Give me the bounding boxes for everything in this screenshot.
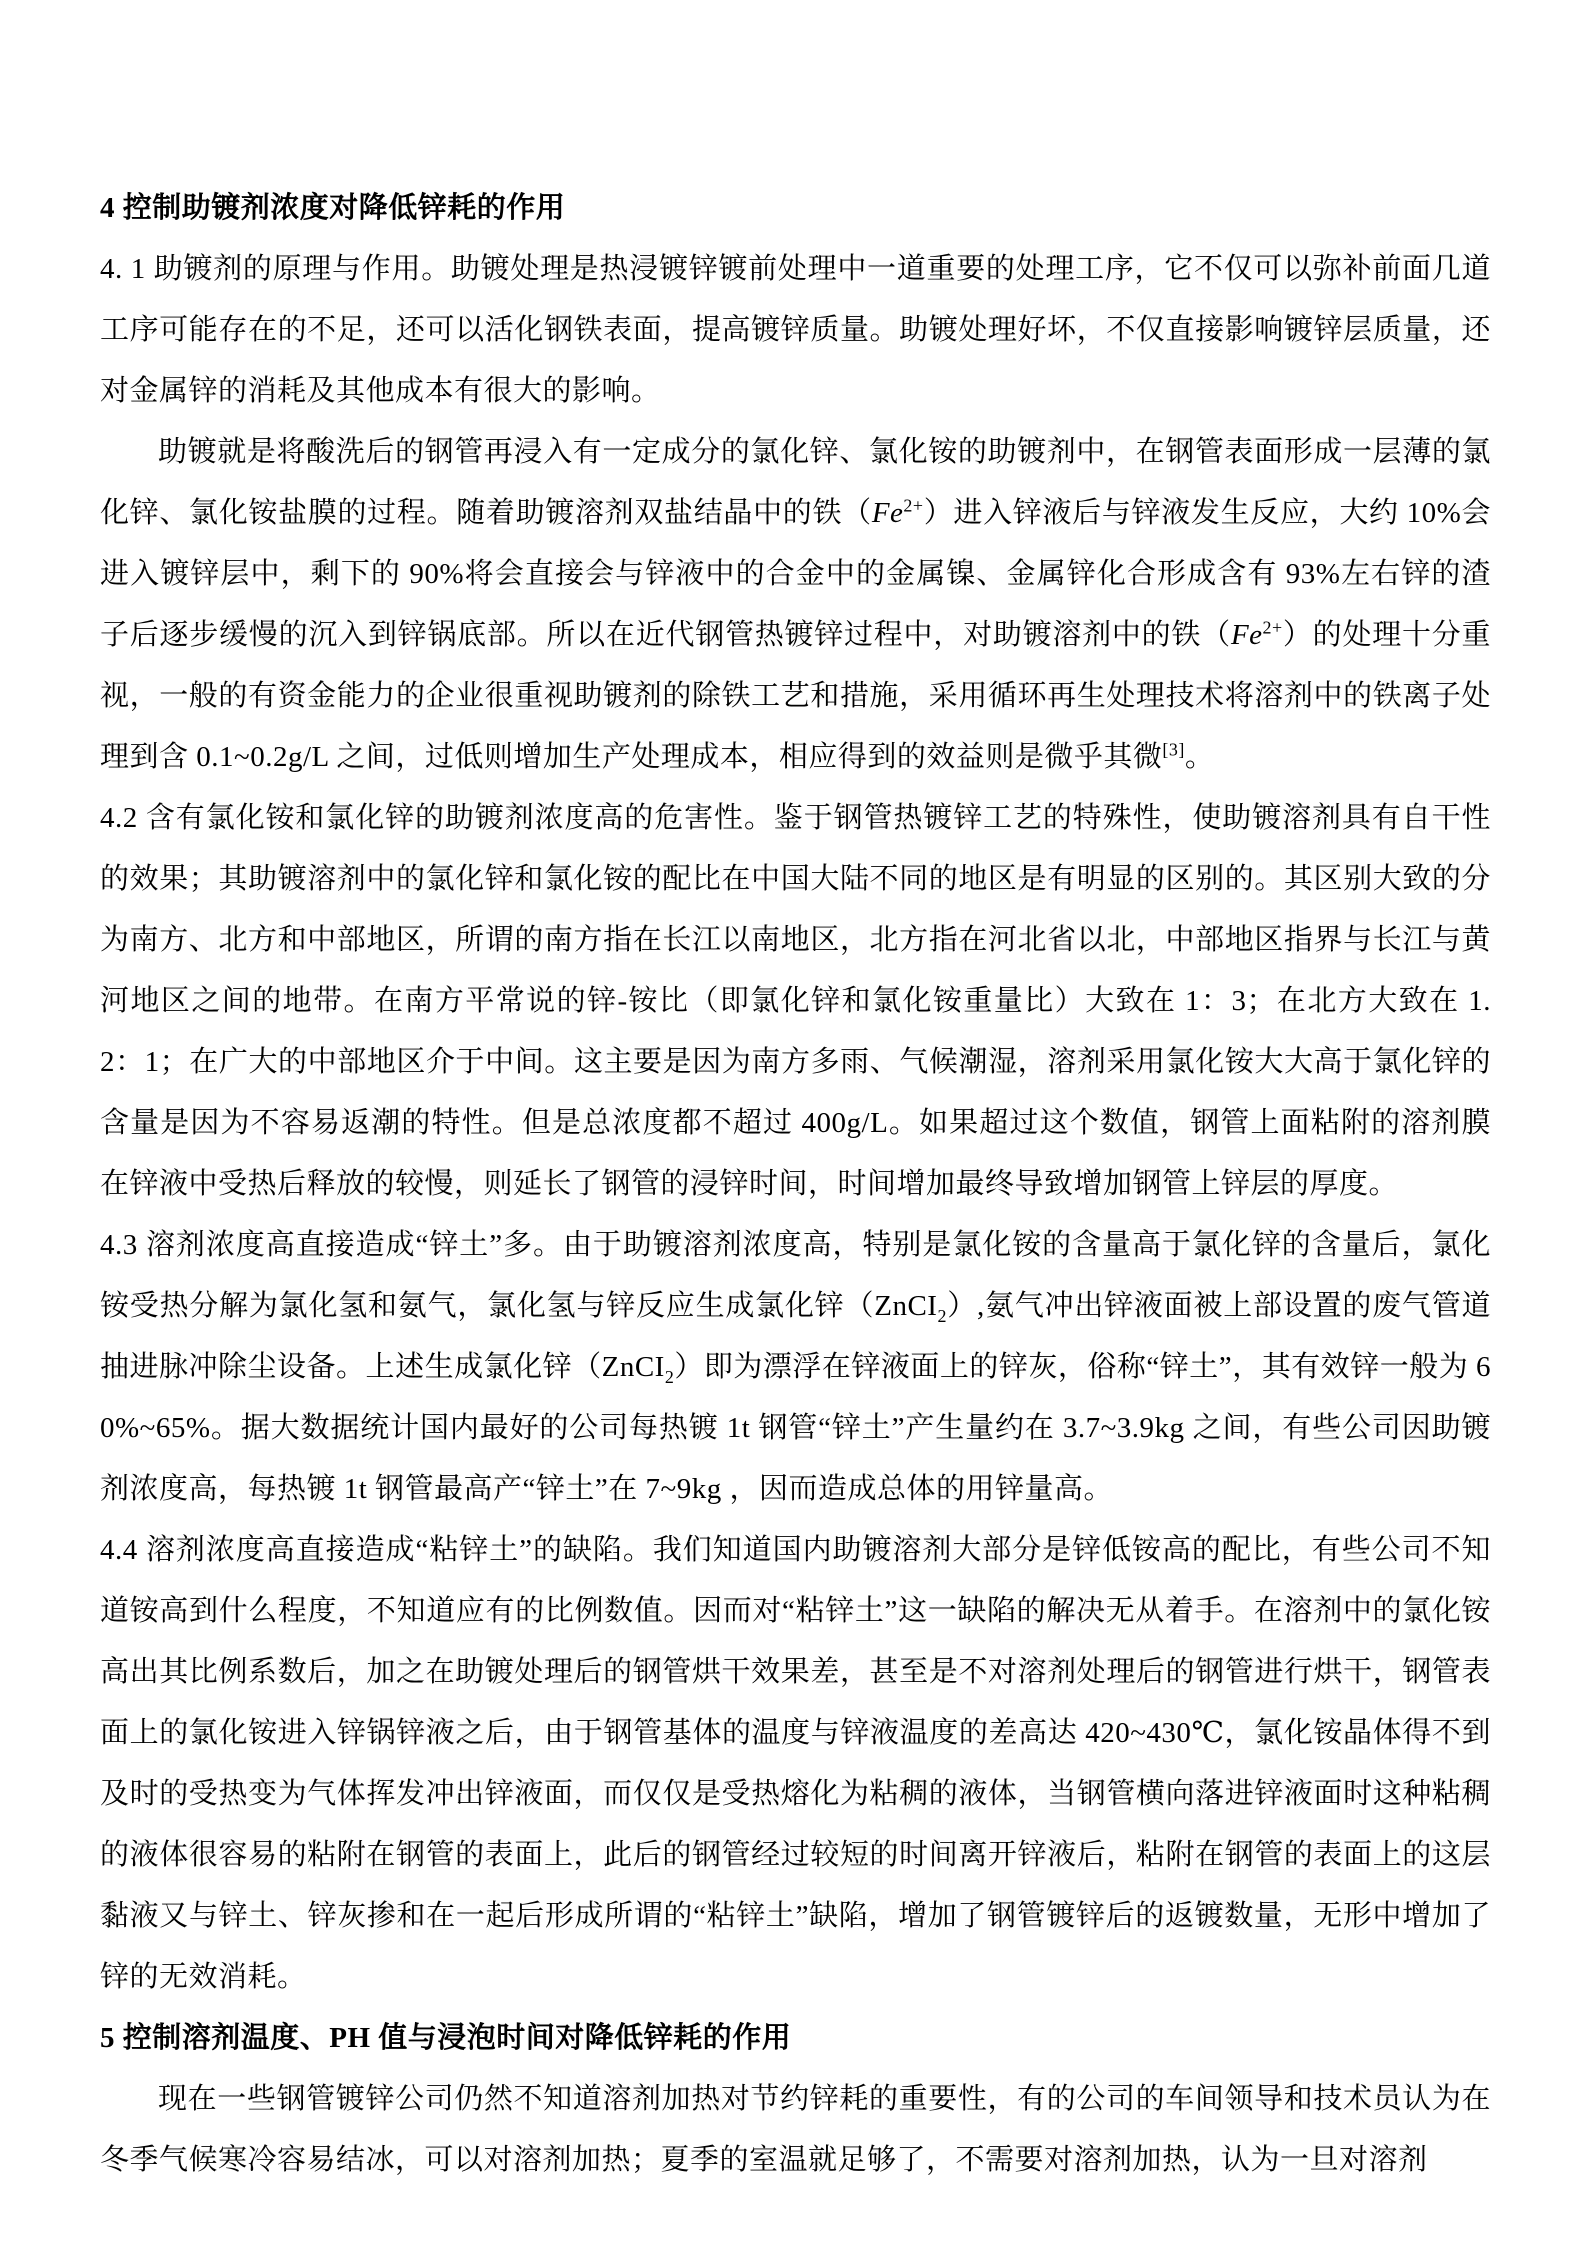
text-run: 现在一些钢管镀锌公司仍然不知道溶剂加热对节约锌耗的重要性，有的公司的车间领导和技术员认为在冬季气候寒冷容易结冰，可以对溶剂加热；夏季的室温就足够了，不需要对溶剂加热，认为一旦对溶剂 [100,2083,1491,2176]
document-body [100,178,1491,2191]
section-heading [100,2008,1491,2069]
text-run: 5 控制溶剂温度、PH 值与浸泡时间对降低锌耗的作用 [100,2022,792,2054]
text-run: Fe [871,497,904,529]
text-run: 助镀就是将酸洗后的钢管再浸入有一定成分的氯化锌、氯化铵的助镀剂中，在钢管表面形成一层薄的氯化锌、氯化铵盐膜的过程。随着助镀溶剂双盐结晶中的铁（ [100,436,1491,529]
section-heading [100,178,1491,239]
text-run: 2 [664,1366,675,1387]
text-run: ）的处理十分重视，一般的有资金能力的企业很重视助镀剂的除铁工艺和措施，采用循环再生处理技术将溶剂中的铁离子处理到含 0.1~0.2g/L 之间，过低则增加生产处理成本，相应得到的效益则是微乎其微 [100,619,1491,773]
text-run: ）即为漂浮在锌液面上的锌灰，俗称“锌土”，其有效锌一般为 60%~65%。据大数据统计国内最好的公司每热镀 1t 钢管“锌土”产生量约在 3.7~3.9kg 之间，有些公司因助镀剂浓度高，每热镀 1t 钢管最高产“锌土”在 7~9kg ，因而造成总体的用锌量高。 [100,1351,1491,1505]
paragraph [100,239,1491,422]
paragraph [100,788,1491,1215]
paragraph [100,1520,1491,2008]
text-run: Fe [1230,619,1263,651]
text-run: 2 [937,1305,947,1326]
text-run: 2+ [1262,617,1283,638]
text-run: 4 控制助镀剂浓度对降低锌耗的作用 [100,192,566,224]
text-run: ）进入锌液后与锌液发生反应，大约 10%会进入镀锌层中，剩下的 90%将会直接会与锌液中的合金中的金属镍、金属锌化合形成含有 93%左右锌的渣子后逐步缓慢的沉入到锌锅底部。所以在近代钢管热镀锌过程中，对助镀溶剂中的铁（ [100,497,1491,651]
text-run: 2+ [903,495,924,516]
text-run: 4. 1 助镀剂的原理与作用。助镀处理是热浸镀锌镀前处理中一道重要的处理工序，它不仅可以弥补前面几道工序可能存在的不足，还可以活化钢铁表面，提高镀锌质量。助镀处理好坏，不仅直接影响镀锌层质量，还对金属锌的消耗及其他成本有很大的影响。 [100,253,1491,407]
text-run: ）,氨气冲出锌液面被上部设置的废气管道抽进脉冲除尘设备。上述生成氯化锌（ZnCI [100,1290,1491,1383]
text-run: 4.4 溶剂浓度高直接造成“粘锌土”的缺陷。我们知道国内助镀溶剂大部分是锌低铵高的配比，有些公司不知道铵高到什么程度，不知道应有的比例数值。因而对“粘锌土”这一缺陷的解决无从着手。在溶剂中的氯化铵高出其比例系数后，加之在助镀处理后的钢管烘干效果差，甚至是不对溶剂处理后的钢管进行烘干，钢管表面上的氯化铵进入锌锅锌液之后，由于钢管基体的温度与锌液温度的差高达 420~430℃，氯化铵晶体得不到及时的受热变为气体挥发冲出锌液面，而仅仅是受热熔化为粘稠的液体，当钢管横向落进锌液面时这种粘稠的液体很容易的粘附在钢管的表面上，此后的钢管经过较短的时间离开锌液后，粘附在钢管的表面上的这层黏液又与锌土、锌灰掺和在一起后形成所谓的“粘锌土”缺陷，增加了钢管镀锌后的返镀数量，无形中增加了锌的无效消耗。 [100,1534,1491,1993]
text-run: [3] [1162,739,1185,760]
text-run: 4.3 溶剂浓度高直接造成“锌土”多。由于助镀溶剂浓度高，特别是氯化铵的含量高于氯化锌的含量后，氯化铵受热分解为氯化氢和氨气，氯化氢与锌反应生成氯化锌（ZnCI [100,1229,1491,1322]
text-run: 4.2 含有氯化铵和氯化锌的助镀剂浓度高的危害性。鉴于钢管热镀锌工艺的特殊性，使助镀溶剂具有自干性的效果；其助镀溶剂中的氯化锌和氯化铵的配比在中国大陆不同的地区是有明显的区别的。其区别大致的分为南方、北方和中部地区，所谓的南方指在长江以南地区，北方指在河北省以北，中部地区指界与长江与黄河地区之间的地带。在南方平常说的锌-铵比（即氯化锌和氯化铵重量比）大致在 1：3；在北方大致在 1.2：1；在广大的中部地区介于中间。这主要是因为南方多雨、气候潮湿，溶剂采用氯化铵大大高于氯化锌的含量是因为不容易返潮的特性。但是总浓度都不超过 400g/L。如果超过这个数值，钢管上面粘附的溶剂膜在锌液中受热后释放的较慢，则延长了钢管的浸锌时间，时间增加最终导致增加钢管上锌层的厚度。 [100,802,1491,1200]
text-run: 。 [1184,741,1215,773]
paragraph [100,2069,1491,2191]
paragraph [100,422,1491,788]
paragraph [100,1215,1491,1520]
